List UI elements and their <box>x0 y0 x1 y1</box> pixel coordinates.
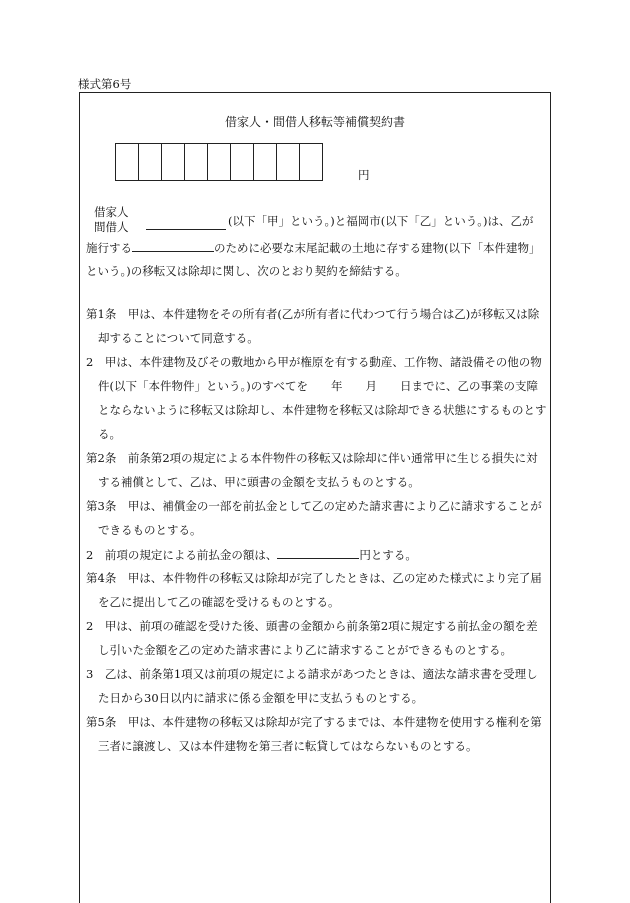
article-5-line: 第5条 甲は、本件建物の移転又は除却が完了するまでは、本件建物を使用する権利を第 <box>86 715 542 729</box>
article-1-para2-line: 2 甲は、本件建物及びその敷地から甲が権原を有する動産、工作物、諸設備その他の物 <box>86 355 542 369</box>
amount-digit-box[interactable] <box>276 143 300 181</box>
paragraph-line: という。)の移転又は除却に関し、次のとおり契約を締結する。 <box>86 264 407 278</box>
article-4-para3-line: た日から30日以内に請求に係る金額を甲に支払うものとする。 <box>98 691 424 705</box>
party-text: (以下「甲」という。)と福岡市(以下「乙」という。)は、乙が <box>228 214 534 228</box>
amount-digit-box[interactable] <box>299 143 323 181</box>
tenant-name-blank[interactable] <box>146 213 226 230</box>
article-3-line: できるものとする。 <box>98 523 202 537</box>
article-4-para3-line: 3 乙は、前条第1項又は前項の規定による請求があつたときは、適法な請求書を受理し <box>86 667 538 681</box>
article-1-line: 却することについて同意する。 <box>98 331 259 345</box>
amount-digit-box[interactable] <box>115 143 139 181</box>
amount-digit-box[interactable] <box>161 143 185 181</box>
article-1-line: 第1条 甲は、本件建物をその所有者(乙が所有者に代わつて行う場合は乙)が移転又は除 <box>86 307 540 321</box>
article-3-para2-line <box>86 546 546 563</box>
article-1-para2-line: る。 <box>98 427 121 441</box>
article-4-line: を乙に提出して乙の確認を受けるものとする。 <box>98 595 340 609</box>
project-name-blank[interactable] <box>132 239 214 252</box>
tenant-label-1: 借家人 <box>94 205 129 219</box>
article-4-para2-line: 2 甲は、前項の確認を受けた後、頭書の金額から前条第2項に規定する前払金の額を差 <box>86 619 538 633</box>
amount-digit-box[interactable] <box>207 143 231 181</box>
line-text: 2 前項の規定による前払金の額は、 <box>86 548 278 562</box>
article-2-line: する補償として、乙は、甲に頭書の金額を支払うものとする。 <box>98 475 420 489</box>
yen-label: 円 <box>358 168 370 182</box>
amount-digit-box[interactable] <box>184 143 208 181</box>
paragraph-line <box>86 239 546 256</box>
amount-boxes <box>115 143 323 181</box>
tenant-label-2: 間借人 <box>94 220 129 234</box>
line-text: のために必要な末尾記載の土地に存する建物(以下「本件建物」 <box>214 241 541 255</box>
contract-frame <box>79 92 551 903</box>
amount-digit-box[interactable] <box>253 143 277 181</box>
amount-digit-box[interactable] <box>138 143 162 181</box>
amount-digit-box[interactable] <box>230 143 254 181</box>
article-5-line: 三者に譲渡し、又は本件建物を第三者に転貸してはならないものとする。 <box>98 739 478 753</box>
article-2-line: 第2条 前条第2項の規定による本件物件の移転又は除却に伴い通常甲に生じる損失に対 <box>86 451 538 465</box>
document-title: 借家人・間借人移転等補償契約書 <box>224 115 405 129</box>
tenant-labels <box>94 205 129 235</box>
advance-amount-blank[interactable] <box>277 546 359 559</box>
article-1-para2-line: とならないように移転又は除却し、本件建物を移転又は除却できる状態にするものとす <box>98 403 547 417</box>
article-1-para2-line: 件(以下「本件物件」という。)のすべてを 年 月 日までに、乙の事業の支障 <box>98 379 538 393</box>
article-4-line: 第4条 甲は、本件物件の移転又は除却が完了したときは、乙の定めた様式により完了届 <box>86 571 542 585</box>
article-3-line: 第3条 甲は、補償金の一部を前払金として乙の定めた請求書により乙に請求することが <box>86 499 542 513</box>
article-4-para2-line: し引いた金額を乙の定めた請求書により乙に請求することができるものとする。 <box>98 643 512 657</box>
line-text: 施行する <box>86 241 132 255</box>
form-number: 様式第6号 <box>78 77 132 91</box>
line-text: 円とする。 <box>359 548 417 562</box>
